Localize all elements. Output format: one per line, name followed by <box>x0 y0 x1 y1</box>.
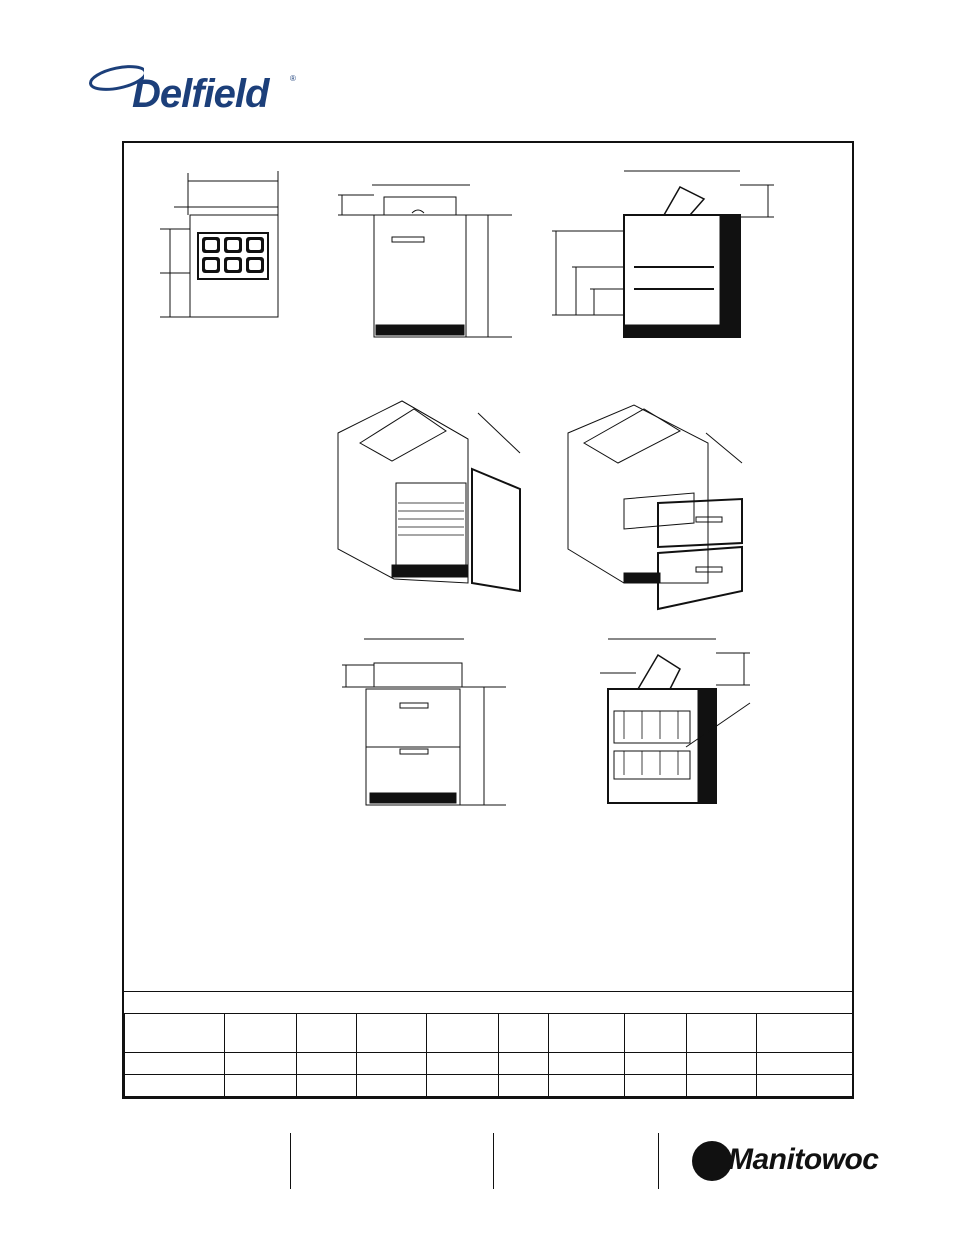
table-header-cell <box>549 1014 625 1053</box>
manitowoc-logo <box>690 1137 879 1185</box>
pan-layout-top-view <box>160 171 278 317</box>
table-header-cell <box>625 1014 687 1053</box>
isometric-door-model <box>338 401 520 591</box>
table-row <box>125 1053 853 1075</box>
table-title-row <box>125 992 853 1014</box>
registered-mark: ® <box>290 74 296 83</box>
partner-logo-text: Manitowoc <box>728 1143 879 1176</box>
table-header-cell <box>499 1014 549 1053</box>
table-header-cell <box>297 1014 357 1053</box>
front-view-door-model <box>338 185 512 337</box>
spec-sheet-frame <box>122 141 854 1099</box>
table-header-cell <box>687 1014 757 1053</box>
side-section-door-model <box>552 171 774 337</box>
footer-divider <box>290 1133 291 1189</box>
side-section-drawer-model <box>600 639 750 803</box>
table-header-cell <box>225 1014 297 1053</box>
delfield-logo <box>84 58 314 118</box>
page-footer <box>0 1125 954 1195</box>
technical-drawings <box>124 143 852 991</box>
table-header-cell <box>357 1014 427 1053</box>
front-view-drawer-model <box>342 639 506 805</box>
isometric-drawer-model <box>568 405 742 609</box>
table-header-cell <box>125 1014 225 1053</box>
table-header-cell <box>757 1014 853 1053</box>
footer-divider <box>658 1133 659 1189</box>
spec-table <box>124 991 852 1098</box>
brand-logo-text: Delfield <box>132 72 269 116</box>
footer-divider <box>493 1133 494 1189</box>
table-row <box>125 1075 853 1097</box>
table-header-cell <box>427 1014 499 1053</box>
